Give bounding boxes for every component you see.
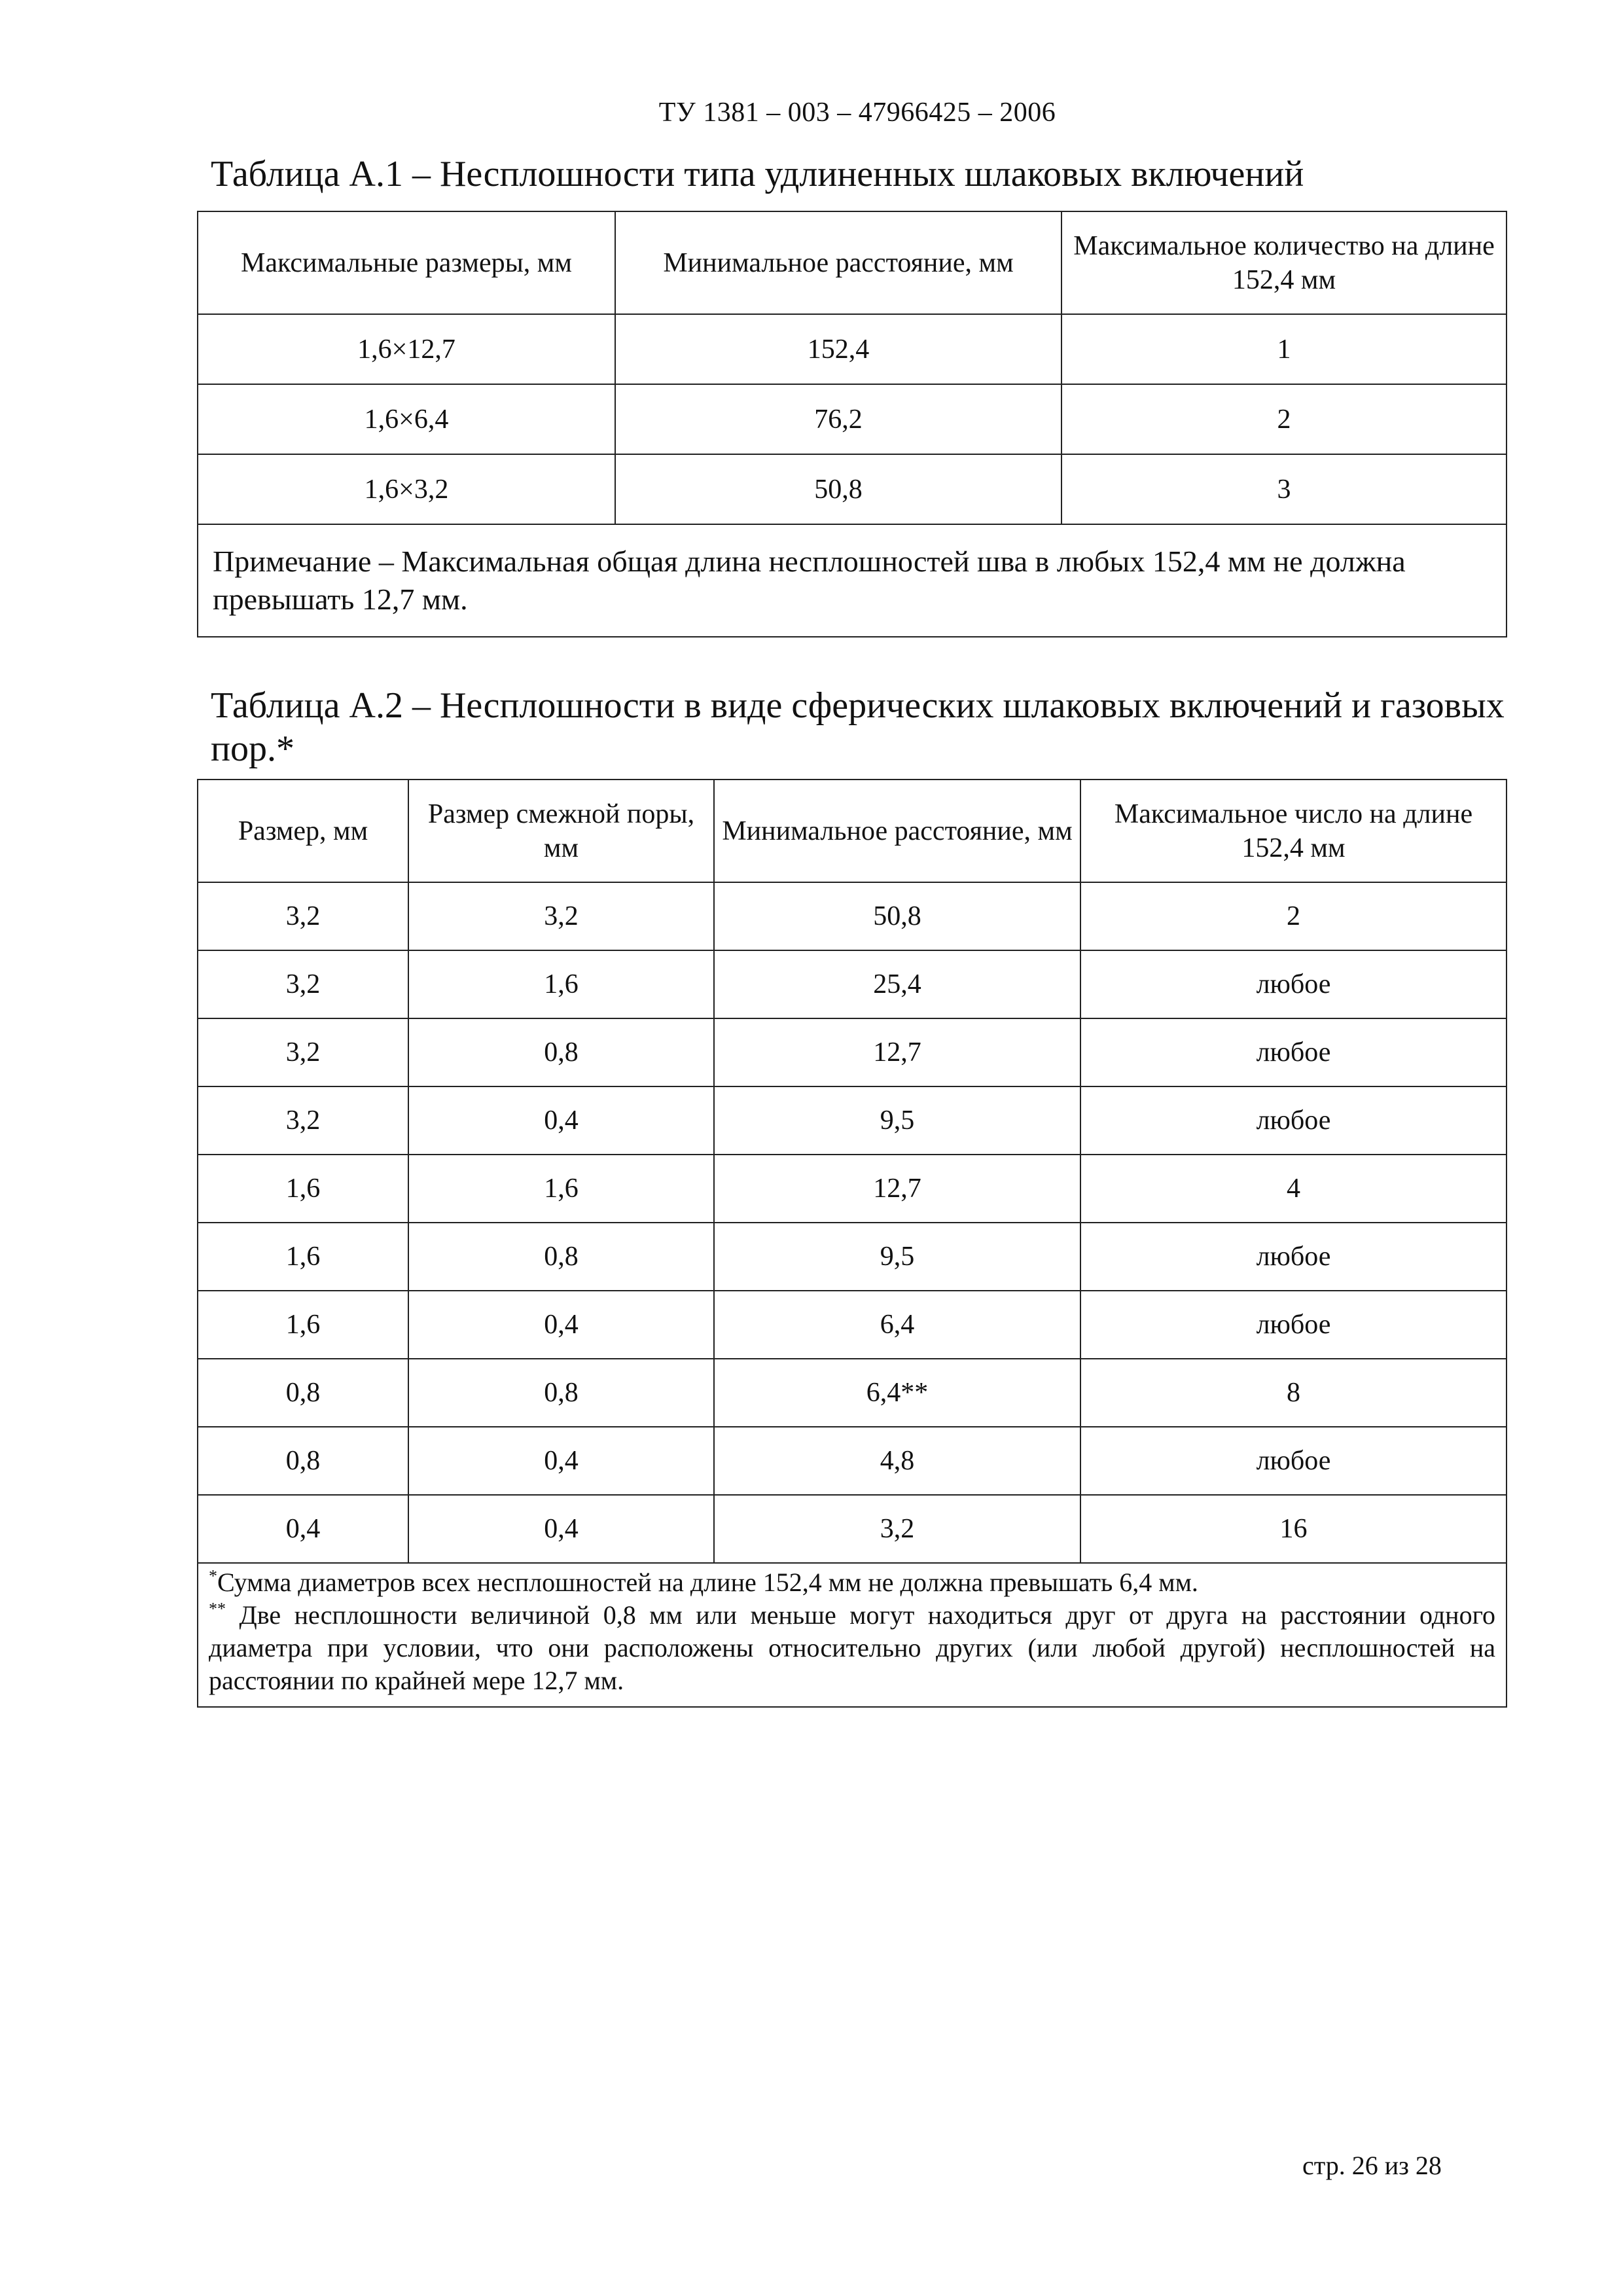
table-row [198,1018,1507,1086]
table-cell: 0,8 [198,1359,408,1427]
footnote-2 [209,1599,1495,1697]
table-cell: 4 [1080,1155,1507,1223]
table-a2 [197,779,1507,1708]
table-cell: 1,6 [198,1155,408,1223]
table-cell: 6,4 [714,1291,1080,1359]
table-a1-caption: Таблица А.1 – Несплошности типа удлиненных шлаковых включений [211,154,1304,194]
footnote-mark: ** [209,1599,226,1619]
table-cell: 3,2 [408,882,714,950]
table-cell: 1,6×3,2 [198,454,615,524]
table-header-row [198,780,1507,882]
table-cell: 12,7 [714,1018,1080,1086]
footnote-mark: * [209,1566,217,1586]
footnote-text: Сумма диаметров всех несплошностей на длине 152,4 мм не должна превышать 6,4 мм. [217,1568,1198,1597]
table-cell: 1,6 [408,950,714,1018]
table-row [198,1427,1507,1495]
table-cell: любое [1080,950,1507,1018]
page-number: стр. 26 из 28 [1302,2151,1442,2180]
table-cell: 3,2 [198,1086,408,1155]
document-code: ТУ 1381 – 003 – 47966425 – 2006 [658,98,1056,128]
table-footnotes-row [198,1563,1507,1707]
column-header: Размер, мм [198,780,408,882]
table-cell: 152,4 [615,314,1061,384]
table-a1 [197,211,1507,637]
footnote-text: Две несплошности величиной 0,8 мм или меньше могут находиться друг от друга на расстоянии одного диаметра при условии, что они расположены относительно других (или любой другой) несплошностей на расстоянии по крайней мере 12,7 мм. [209,1600,1496,1695]
table-cell: 0,8 [408,1359,714,1427]
table-cell: 50,8 [615,454,1061,524]
table-cell: 76,2 [615,384,1061,454]
table-cell: 0,8 [198,1427,408,1495]
table-cell: 1,6×12,7 [198,314,615,384]
table-cell: 0,8 [408,1223,714,1291]
table-cell: 25,4 [714,950,1080,1018]
table-cell: 3 [1061,454,1507,524]
table-header-row [198,211,1507,314]
table-cell: 4,8 [714,1427,1080,1495]
table-row [198,882,1507,950]
column-header: Максимальные размеры, мм [198,211,615,314]
table-row [198,314,1507,384]
table-cell: 0,4 [408,1086,714,1155]
table-cell: 2 [1080,882,1507,950]
table-cell: 3,2 [198,950,408,1018]
table-cell: 1 [1061,314,1507,384]
table-cell: 9,5 [714,1223,1080,1291]
table-cell: любое [1080,1223,1507,1291]
table-cell: 8 [1080,1359,1507,1427]
table-note-row [198,524,1507,637]
table-a2-caption: Таблица А.2 – Несплошности в виде сферических шлаковых включений и газовых пор.* [211,685,1505,769]
table-cell: 1,6×6,4 [198,384,615,454]
table-cell: 9,5 [714,1086,1080,1155]
table-cell: 1,6 [198,1223,408,1291]
table-cell: 3,2 [714,1495,1080,1563]
table-row [198,1495,1507,1563]
table-cell: любое [1080,1291,1507,1359]
table-row [198,1291,1507,1359]
table-cell: любое [1080,1018,1507,1086]
table-cell: 3,2 [198,1018,408,1086]
table-cell: любое [1080,1427,1507,1495]
table-cell: 12,7 [714,1155,1080,1223]
table-row [198,384,1507,454]
table-cell: 0,8 [408,1018,714,1086]
column-header: Размер смежной поры, мм [408,780,714,882]
table-row [198,1155,1507,1223]
table-cell: любое [1080,1086,1507,1155]
table-row [198,1223,1507,1291]
table-row [198,454,1507,524]
table-cell: 3,2 [198,882,408,950]
table-cell: 0,4 [198,1495,408,1563]
column-header: Минимальное расстояние, мм [714,780,1080,882]
footnote-1 [209,1566,1495,1599]
table-a1-note: Примечание – Максимальная общая длина несплошностей шва в любых 152,4 мм не должна превышать 12,7 мм. [198,524,1507,637]
column-header: Максимальное число на длине 152,4 мм [1080,780,1507,882]
column-header: Минимальное расстояние, мм [615,211,1061,314]
table-cell: 6,4** [714,1359,1080,1427]
table-cell: 2 [1061,384,1507,454]
table-cell: 0,4 [408,1427,714,1495]
table-cell: 1,6 [408,1155,714,1223]
table-cell: 16 [1080,1495,1507,1563]
table-row [198,950,1507,1018]
table-cell: 1,6 [198,1291,408,1359]
table-cell: 0,4 [408,1291,714,1359]
column-header: Максимальное количество на длине 152,4 мм [1061,211,1507,314]
table-cell: 0,4 [408,1495,714,1563]
table-a2-footnotes [198,1563,1507,1707]
table-row [198,1086,1507,1155]
table-cell: 50,8 [714,882,1080,950]
table-row [198,1359,1507,1427]
